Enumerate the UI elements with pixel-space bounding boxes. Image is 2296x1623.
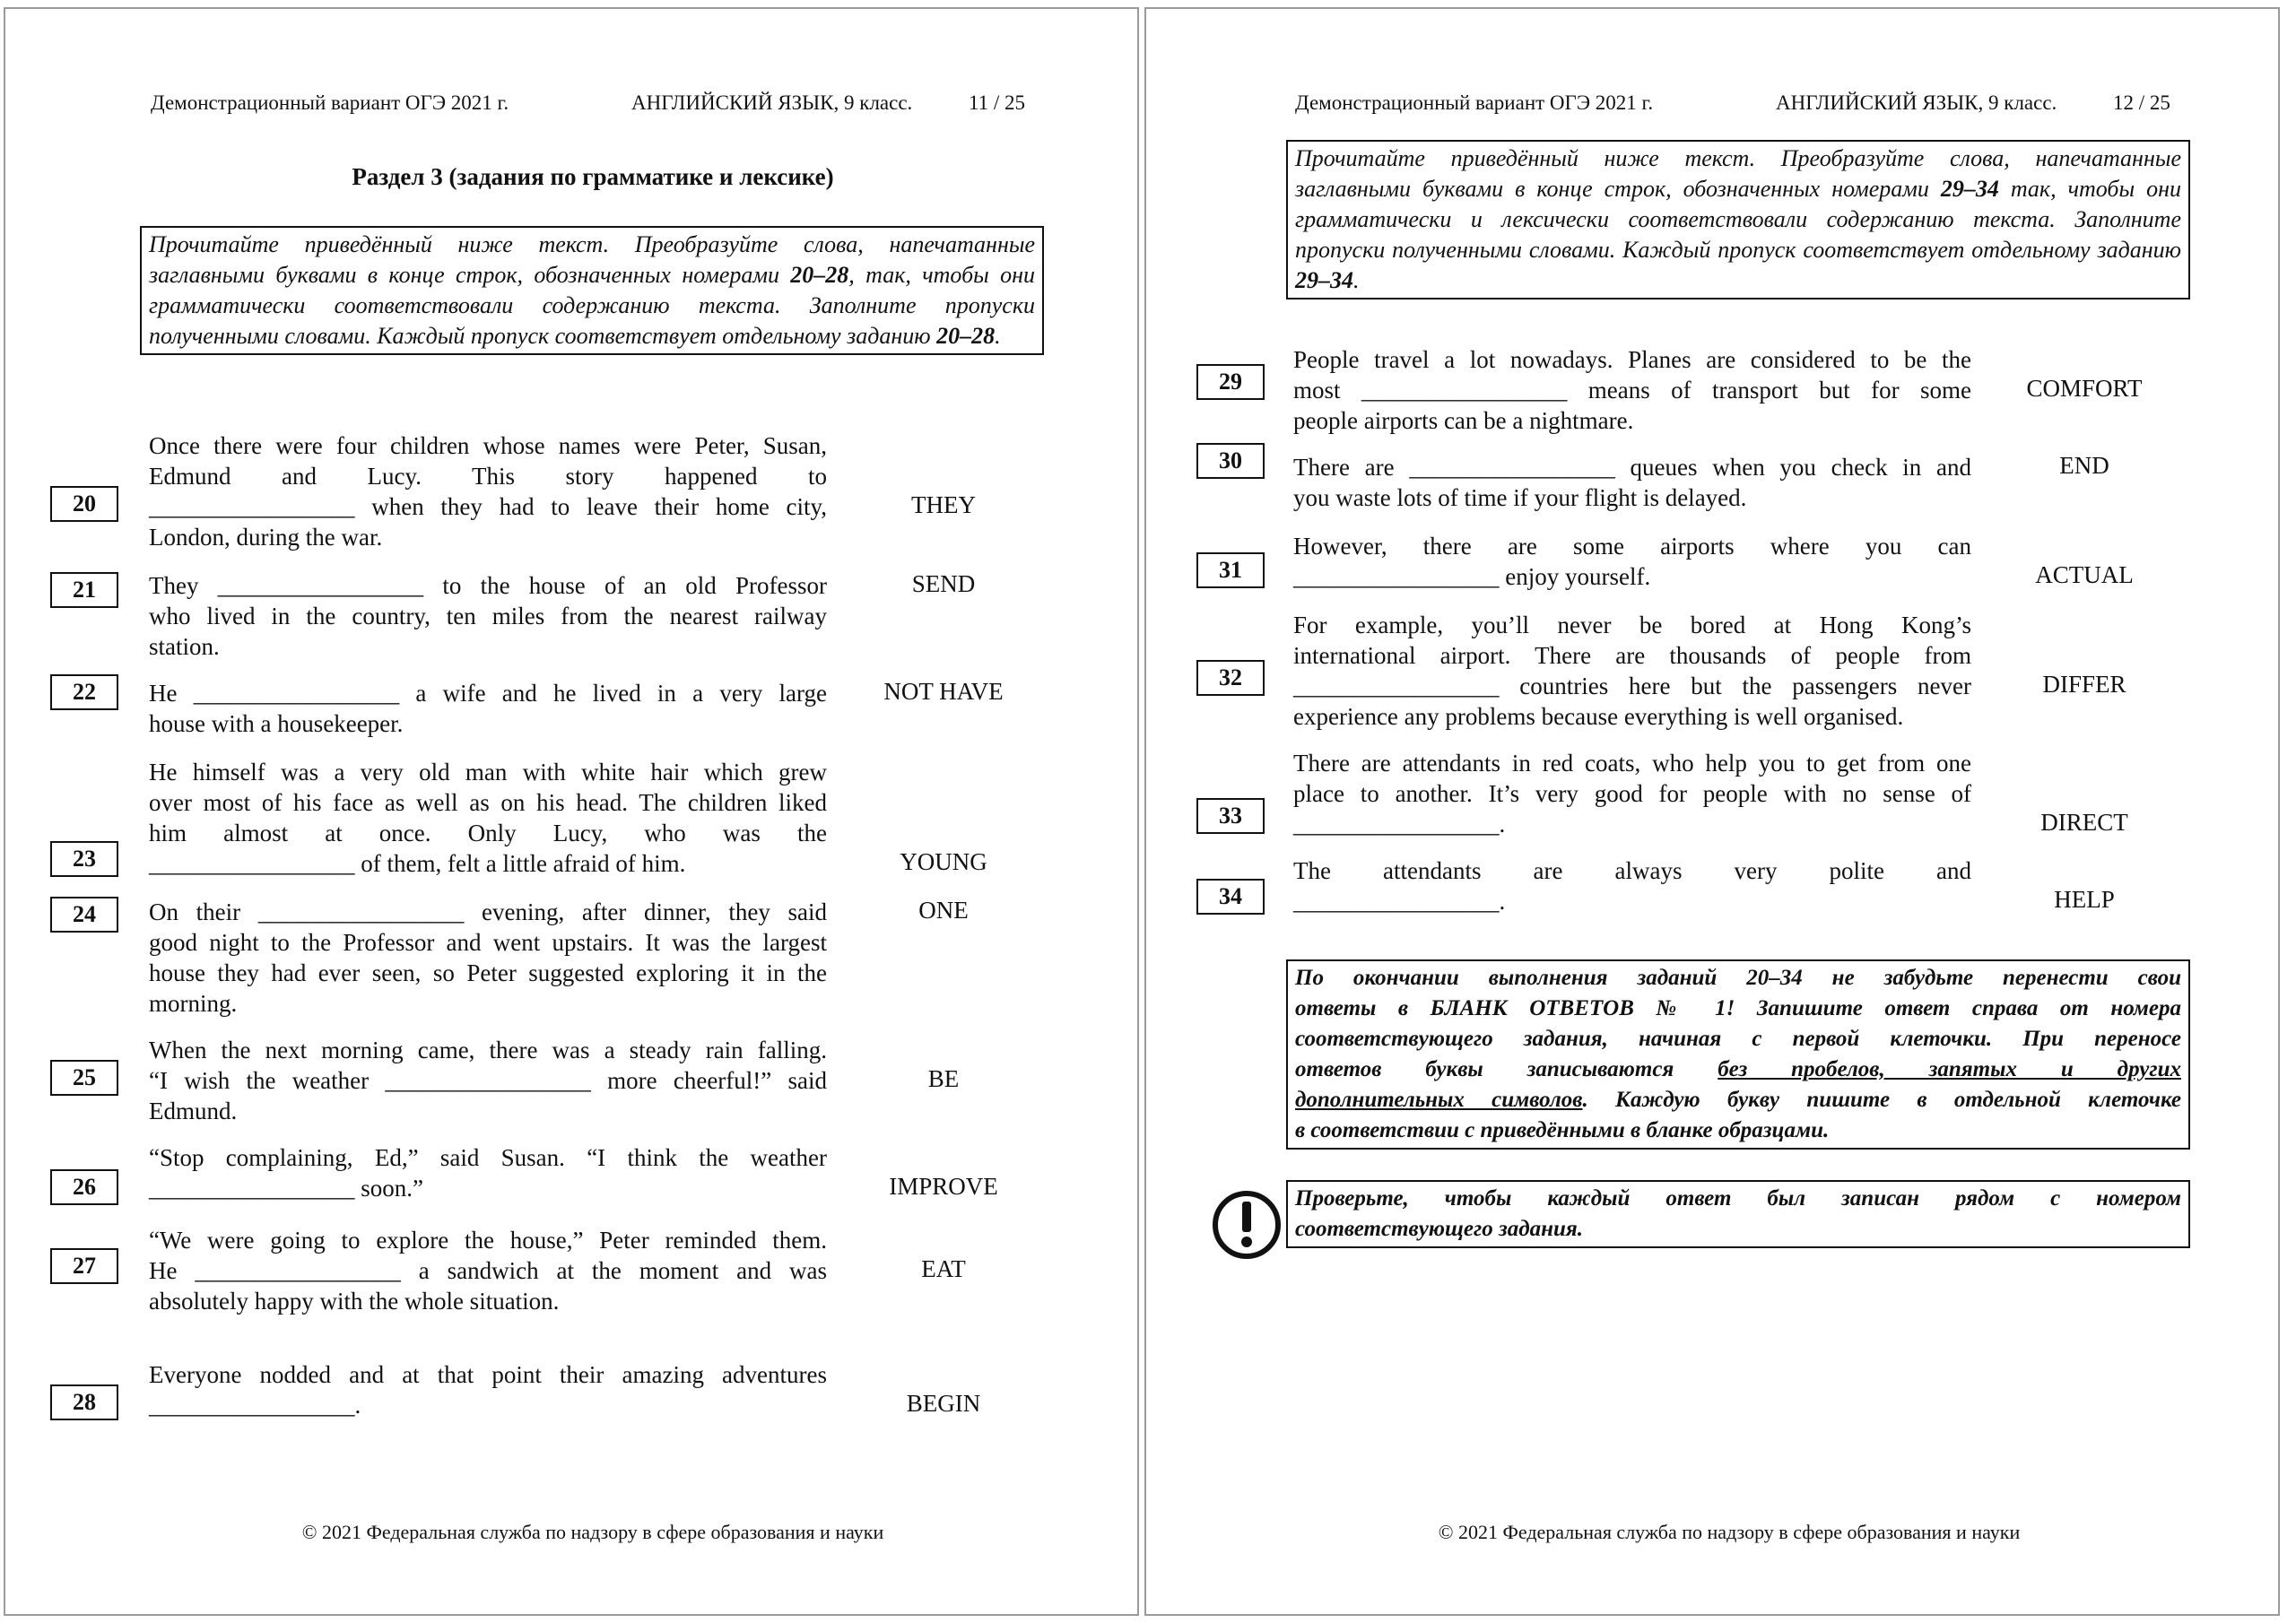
task-line: He himself was a very old man with white hair which grew — [149, 759, 827, 785]
instruction-range: 29–34 — [1940, 176, 1999, 202]
header-variant: Демонстрационный вариант ОГЭ 2021 г. — [151, 91, 509, 114]
task-line: _________________ enjoy yourself. — [1293, 563, 1651, 590]
task-line: _________________ countries here but the passengers never — [1293, 673, 1971, 699]
instruction-text: Прочитайте приведённый ниже текст. Преобразуйте слова, напечатанные заглавными буквами в конце строк, обозначенных номерами — [149, 231, 1035, 288]
task-line: _________________ soon.” — [149, 1175, 423, 1202]
task-text — [1293, 531, 1971, 592]
task-number: 22 — [50, 674, 118, 710]
task-line: good night to the Professor and went upstairs. It was the largest — [149, 929, 827, 956]
header-page-number: 11 / 25 — [969, 91, 1026, 114]
task-keyword: COMFORT — [2026, 375, 2143, 402]
task-number: 34 — [1196, 879, 1265, 915]
instruction-text: , так, чтобы они грамматически соответствовали содержанию текста. Заполните пропуски полученными словами. Каждый пропуск соответствует отдельному заданию — [149, 262, 1035, 349]
instruction-text: Прочитайте приведённый ниже текст. Преобразуйте слова, напечатанные заглавными буквами в конце строк, обозначенных номерами — [1295, 145, 2181, 202]
page-11 — [4, 7, 1139, 1616]
task-text — [1293, 344, 1971, 436]
task-text — [1293, 748, 1971, 839]
task-line: _________________. — [149, 1392, 361, 1419]
task-line: “We were going to explore the house,” Peter reminded them. — [149, 1227, 827, 1254]
instruction-range: 20–28 — [936, 323, 996, 349]
task-keyword: HELP — [2054, 886, 2115, 913]
header-variant: Демонстрационный вариант ОГЭ 2021 г. — [1295, 91, 1654, 114]
task-line: There are _________________ queues when you check in and — [1293, 454, 1971, 481]
note-text: . Каждую букву пишите в отдельной клеточке — [1582, 1088, 2182, 1112]
task-text — [149, 897, 827, 1019]
task-text — [149, 757, 827, 879]
exclamation-icon — [1213, 1191, 1281, 1259]
task-keyword: DIFFER — [2042, 671, 2126, 698]
task-line: However, there are some airports where you can — [1293, 533, 1971, 560]
task-number: 24 — [50, 897, 118, 933]
task-line: There are attendants in red coats, who help you to get from one — [1293, 750, 1971, 777]
note-line: соответствующего задания, начиная с первой клеточки. При переносе — [1295, 1027, 2181, 1051]
note-underlined-text: без пробелов, запятых и других — [1718, 1057, 2181, 1081]
task-line: people airports can be a nightmare. — [1293, 407, 1634, 434]
task-line: house they had ever seen, so Peter suggested exploring it in the — [149, 959, 827, 986]
instruction-box — [140, 226, 1044, 355]
task-number: 32 — [1196, 660, 1265, 696]
task-keyword: YOUNG — [900, 848, 987, 875]
instruction-text: . — [1353, 267, 1360, 293]
task-number: 20 — [50, 486, 118, 522]
task-number: 23 — [50, 841, 118, 877]
task-text — [149, 678, 827, 739]
task-keyword: ONE — [918, 897, 969, 924]
task-line: He _________________ a sandwich at the moment and was — [149, 1257, 827, 1284]
instruction-range: 20–28 — [790, 262, 849, 288]
task-text — [1293, 855, 1971, 916]
task-text — [149, 1142, 827, 1203]
task-text — [149, 570, 827, 662]
task-text — [149, 1225, 827, 1316]
task-keyword: ACTUAL — [2035, 561, 2134, 588]
header-page-number: 12 / 25 — [2113, 91, 2170, 114]
task-line: morning. — [149, 990, 238, 1017]
task-text — [149, 430, 827, 552]
note-line: в соответствии с приведёнными в бланке образцами. — [1295, 1118, 1830, 1142]
task-number: 29 — [1196, 364, 1265, 400]
task-number: 21 — [50, 572, 118, 608]
task-line: They _________________ to the house of an old Professor — [149, 572, 827, 599]
note-line — [1295, 1085, 2181, 1115]
task-line: international airport. There are thousands of people from — [1293, 642, 1971, 669]
instruction-box — [1286, 140, 2190, 299]
task-keyword: BE — [927, 1065, 960, 1092]
task-line: People travel a lot nowadays. Planes are considered to be the — [1293, 346, 1971, 373]
transfer-answers-note — [1286, 959, 2190, 1150]
task-text — [149, 1359, 827, 1420]
task-line: absolutely happy with the whole situation. — [149, 1288, 560, 1315]
task-line: Once there were four children whose names were Peter, Susan, — [149, 432, 827, 459]
task-line: you waste lots of time if your flight is delayed. — [1293, 484, 1747, 511]
task-number: 33 — [1196, 798, 1265, 834]
task-number: 27 — [50, 1248, 118, 1284]
task-line: The attendants are always very polite and — [1293, 857, 1971, 884]
exclamation-glyph — [1233, 1200, 1260, 1250]
instruction-text: . — [995, 323, 1001, 349]
task-line: who lived in the country, ten miles from the nearest railway — [149, 603, 827, 629]
task-keyword: THEY — [911, 491, 976, 518]
task-keyword: DIRECT — [2040, 809, 2128, 836]
task-line: Everyone nodded and at that point their amazing adventures — [149, 1361, 827, 1388]
note-text: ответов буквы записываются — [1295, 1057, 1718, 1081]
task-line: “I wish the weather _________________ more cheerful!” said — [149, 1067, 827, 1094]
task-line: most _________________ means of transport but for some — [1293, 377, 1971, 404]
task-keyword: SEND — [911, 570, 976, 597]
task-text — [1293, 452, 1971, 513]
task-line: _________________ of them, felt a little afraid of him. — [149, 850, 686, 877]
task-keyword: IMPROVE — [889, 1173, 998, 1200]
task-line: On their _________________ evening, after dinner, they said — [149, 898, 827, 925]
note-underlined-text: дополнительных символов — [1295, 1088, 1583, 1112]
task-line: “Stop complaining, Ed,” said Susan. “I think the weather — [149, 1144, 827, 1171]
task-keyword: EAT — [921, 1255, 966, 1282]
task-line: _________________. — [1293, 811, 1506, 838]
instruction-text: так, чтобы они грамматически и лексически соответствовали содержанию текста. Заполните пропуски полученными словами. Каждый пропуск соответствует отдельному заданию — [1295, 176, 2181, 263]
task-keyword: END — [2059, 452, 2109, 479]
task-line: station. — [149, 633, 220, 660]
task-number: 28 — [50, 1384, 118, 1420]
task-number: 31 — [1196, 552, 1265, 588]
task-keyword: NOT HAVE — [883, 678, 1004, 705]
task-text — [1293, 610, 1971, 732]
note-line: По окончании выполнения заданий 20–34 не забудьте перенести свои — [1295, 966, 2181, 990]
task-line: place to another. It’s very good for people with no sense of — [1293, 780, 1971, 807]
instruction-range: 29–34 — [1295, 267, 1353, 293]
task-line: He _________________ a wife and he lived in a very large — [149, 680, 827, 707]
task-line: him almost at once. Only Lucy, who was the — [149, 820, 827, 846]
task-number: 30 — [1196, 443, 1265, 479]
note-line: соответствующего задания. — [1295, 1217, 1584, 1241]
page-12 — [1144, 7, 2280, 1616]
page-footer: © 2021 Федеральная служба по надзору в сфере образования и науки — [1438, 1521, 2021, 1543]
header-subject: АНГЛИЙСКИЙ ЯЗЫК, 9 класс. — [1776, 91, 2057, 114]
task-line: _________________ when they had to leave their home city, — [149, 493, 827, 520]
note-line: Проверьте, чтобы каждый ответ был записан рядом с номером — [1295, 1186, 2181, 1211]
task-line: over most of his face as well as on his head. The children liked — [149, 789, 827, 816]
task-line: experience any problems because everything is well organised. — [1293, 703, 1904, 730]
task-text — [149, 1035, 827, 1126]
check-answers-note — [1286, 1180, 2190, 1248]
note-line — [1295, 1055, 2181, 1085]
task-line: For example, you’ll never be bored at Hong Kong’s — [1293, 612, 1971, 638]
task-number: 25 — [50, 1060, 118, 1096]
task-number: 26 — [50, 1169, 118, 1205]
task-line: London, during the war. — [149, 524, 383, 551]
task-line: _________________. — [1293, 888, 1506, 915]
task-keyword: BEGIN — [906, 1390, 981, 1417]
task-line: When the next morning came, there was a steady rain falling. — [149, 1037, 827, 1063]
task-line: Edmund. — [149, 1098, 238, 1124]
header-subject: АНГЛИЙСКИЙ ЯЗЫК, 9 класс. — [631, 91, 913, 114]
note-line: ответы в БЛАНК ОТВЕТОВ № 1! Запишите ответ справа от номера — [1295, 996, 2181, 1020]
section-title: Раздел 3 (задания по грамматике и лексике) — [352, 163, 834, 190]
task-line: house with a housekeeper. — [149, 710, 404, 737]
task-line: Edmund and Lucy. This story happened to — [149, 463, 827, 490]
page-footer: © 2021 Федеральная служба по надзору в сфере образования и науки — [301, 1521, 884, 1543]
